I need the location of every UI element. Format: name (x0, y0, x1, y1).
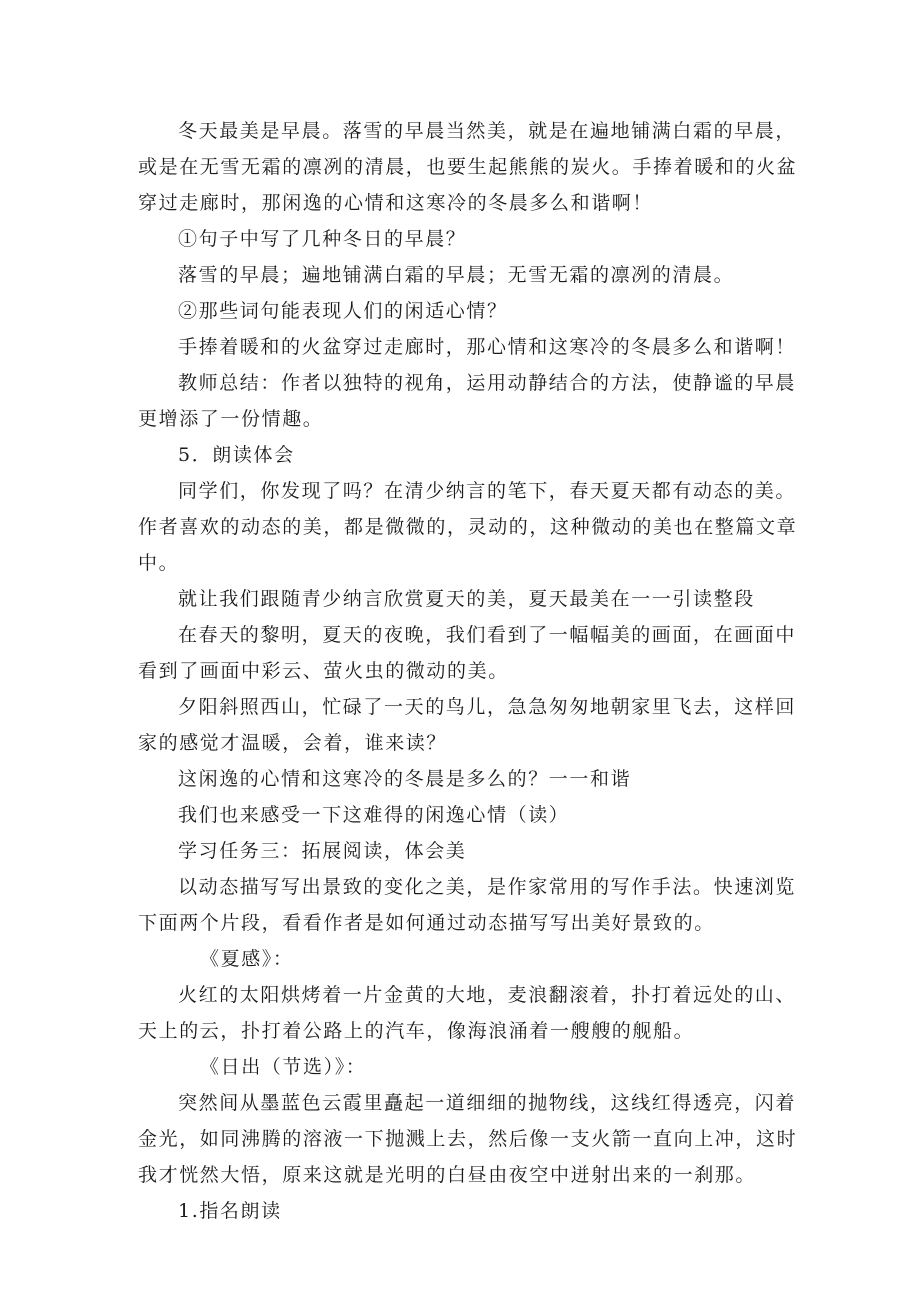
paragraph-line: 同学们，你发现了吗？在清少纳言的笔下，春天夏天都有动态的美。 (178, 480, 797, 502)
paragraph-line: 在春天的黎明，夏天的夜晚，我们看到了一幅幅美的画面，在画面中 (178, 624, 797, 646)
paragraph-line: 夕阳斜照西山，忙碌了一天的鸟儿，急急匆匆地朝家里飞去，这样回 (178, 696, 797, 718)
excerpt-line: 我才恍然大悟，原来这就是光明的白昼由夜空中迸射出来的一刹那。 (138, 1164, 757, 1186)
paragraph-line: 或是在无雪无霜的凛冽的清晨，也要生起熊熊的炭火。手捧着暖和的火盆 (138, 156, 798, 178)
question-line: ①句子中写了几种冬日的早晨？ (178, 228, 467, 250)
section-heading: 5．朗读体会 (178, 444, 295, 466)
question-line: ②那些词句能表现人们的闲适心情？ (178, 300, 508, 322)
excerpt-title: 《夏感》： (200, 948, 294, 970)
paragraph-line: 这闲逸的心情和这寒冷的冬晨是多么的？一一和谐 (178, 768, 632, 790)
section-heading: 学习任务三：拓展阅读，体会美 (178, 840, 467, 862)
paragraph-line: 看到了画面中彩云、萤火虫的微动的美。 (138, 660, 509, 682)
paragraph-line: 更增添了一份情趣。 (138, 408, 324, 430)
paragraph-line: 作者喜欢的动态的美，都是微微的，灵动的，这种微动的美也在整篇文章 (138, 516, 798, 538)
paragraph-line: 家的感觉才温暖，会着，谁来读？ (138, 732, 448, 754)
paragraph-line: 下面两个片段，看看作者是如何通过动态描写写出美好景致的。 (138, 912, 715, 934)
paragraph-line: 就让我们跟随青少纳言欣赏夏天的美，夏天最美在一一引读整段 (178, 588, 755, 610)
answer-line: 手捧着暖和的火盆穿过走廊时，那心情和这寒冷的冬晨多么和谐啊！ (178, 336, 797, 358)
answer-line: 落雪的早晨；遍地铺满白霜的早晨；无雪无霜的凛冽的清晨。 (178, 264, 735, 286)
list-item: 1.指名朗读 (178, 1200, 282, 1222)
excerpt-title: 《日出（节选）》： (200, 1056, 367, 1078)
paragraph-line: 以动态描写写出景致的变化之美，是作家常用的写作手法。快速浏览 (178, 876, 797, 898)
paragraph-line: 我们也来感受一下这难得的闲逸心情（读） (178, 804, 570, 826)
paragraph-line: 教师总结：作者以独特的视角，运用动静结合的方法，使静谧的早晨 (178, 372, 797, 394)
excerpt-line: 火红的太阳烘烤着一片金黄的大地，麦浪翻滚着，扑打着远处的山、 (178, 984, 797, 1006)
excerpt-line: 突然间从墨蓝色云霞里矗起一道细细的抛物线，这线红得透亮，闪着 (178, 1092, 797, 1114)
excerpt-line: 金光，如同沸腾的溶液一下抛溅上去，然后像一支火箭一直向上冲，这时 (138, 1128, 798, 1150)
paragraph-line: 冬天最美是早晨。落雪的早晨当然美，就是在遍地铺满白霜的早晨， (178, 120, 797, 142)
paragraph-line: 穿过走廊时，那闲逸的心情和这寒冷的冬晨多么和谐啊！ (138, 192, 654, 214)
paragraph-line: 中。 (138, 552, 180, 574)
excerpt-line: 天上的云，扑打着公路上的汽车，像海浪涌着一艘艘的舰船。 (138, 1020, 695, 1042)
